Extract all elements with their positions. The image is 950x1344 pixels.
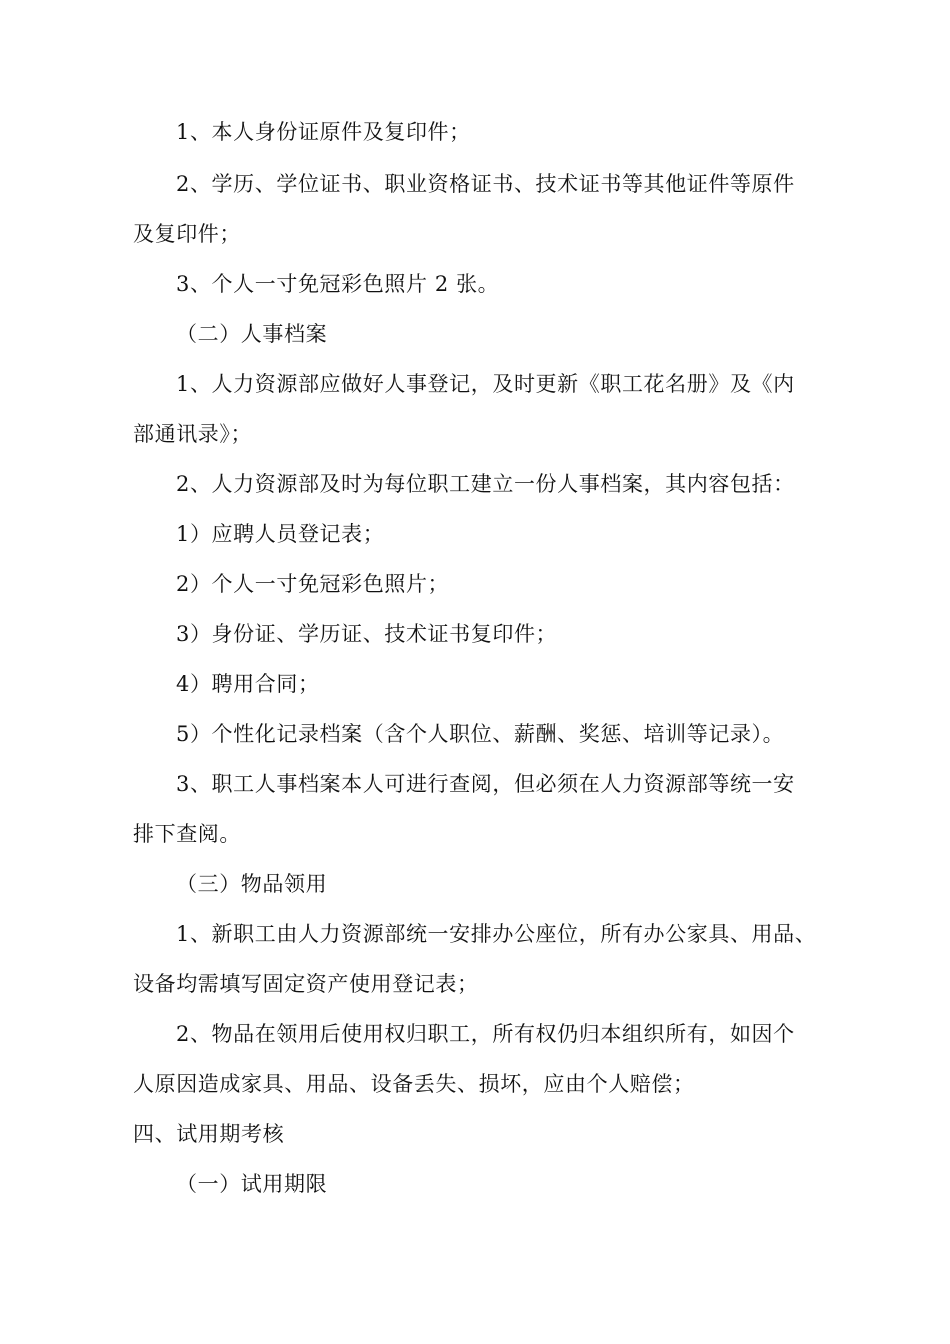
list-item-certificates: 2、学历、学位证书、职业资格证书、技术证书等其他证件等原件	[176, 172, 795, 196]
sub-item-photo: 2）个人一寸免冠彩色照片；	[176, 572, 450, 596]
sub-item-records: 5）个性化记录档案（含个人职位、薪酬、奖惩、培训等记录）。	[176, 722, 785, 746]
list-item-id-card: 1、本人身份证原件及复印件；	[176, 120, 471, 144]
sub-item-contract: 4）聘用合同；	[176, 672, 320, 696]
list-item-seating-cont: 设备均需填写固定资产使用登记表；	[133, 972, 479, 996]
list-item-seating: 1、新职工由人力资源部统一安排办公座位，所有办公家具、用品、	[176, 922, 817, 946]
list-item-photos: 3、个人一寸免冠彩色照片 2 张。	[176, 272, 500, 296]
section-heading-personnel-files: （二）人事档案	[176, 322, 328, 346]
chapter-heading-probation: 四、试用期考核	[133, 1122, 285, 1146]
list-item-file-access: 3、职工人事档案本人可进行查阅，但必须在人力资源部等统一安	[176, 772, 795, 796]
list-item-ownership-cont: 人原因造成家具、用品、设备丢失、损坏，应由个人赔偿；	[133, 1072, 695, 1096]
list-item-registration-cont: 部通讯录》；	[133, 422, 253, 446]
sub-item-application-form: 1）应聘人员登记表；	[176, 522, 385, 546]
list-item-file-contents: 2、人力资源部及时为每位职工建立一份人事档案，其内容包括：	[176, 472, 795, 496]
section-heading-probation-period: （一）试用期限	[176, 1172, 328, 1196]
section-heading-supplies: （三）物品领用	[176, 872, 328, 896]
list-item-certificates-cont: 及复印件；	[133, 222, 241, 246]
list-item-registration: 1、人力资源部应做好人事登记，及时更新《职工花名册》及《内	[176, 372, 795, 396]
list-item-ownership: 2、物品在领用后使用权归职工，所有权仍归本组织所有，如因个	[176, 1022, 795, 1046]
sub-item-copies: 3）身份证、学历证、技术证书复印件；	[176, 622, 558, 646]
list-item-file-access-cont: 排下查阅。	[133, 822, 241, 846]
